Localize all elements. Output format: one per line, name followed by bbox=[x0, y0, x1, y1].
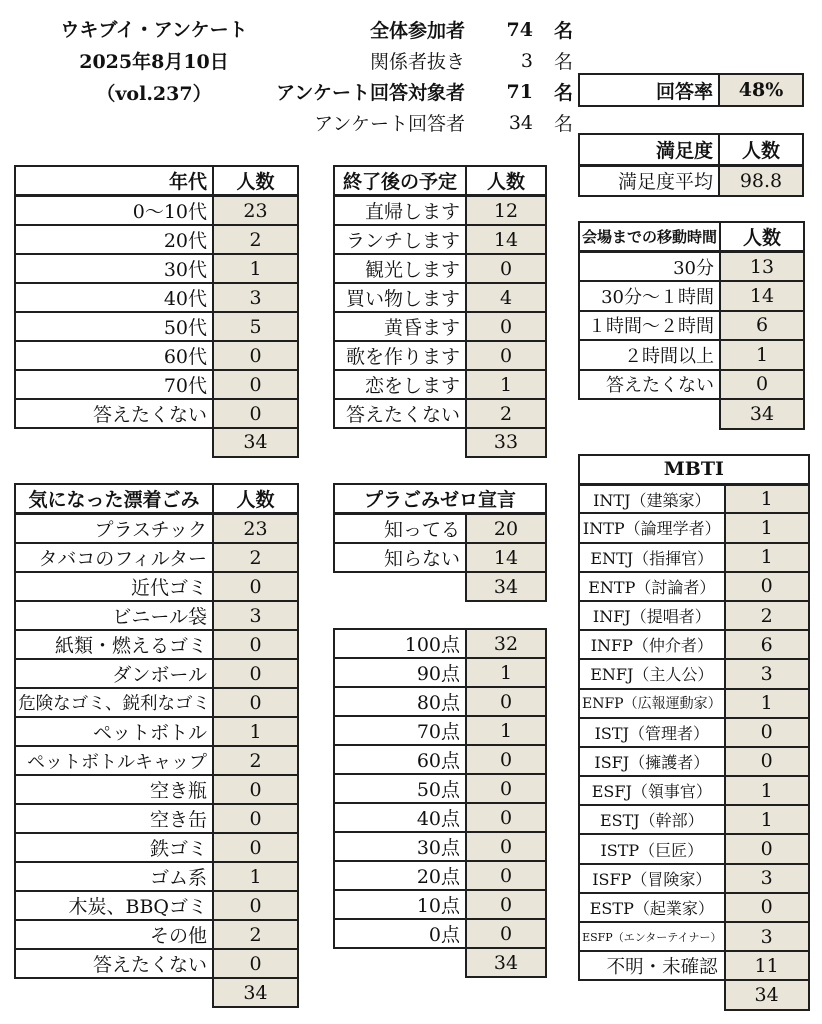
row-label: ENTP（討論者） bbox=[579, 572, 725, 601]
stat-label: アンケート回答者 bbox=[314, 113, 465, 135]
row-value: 0 bbox=[725, 834, 809, 863]
table-row bbox=[579, 689, 809, 718]
stat-row-survey-targets bbox=[250, 76, 573, 107]
row-label: 歌を作ります bbox=[334, 341, 466, 370]
row-value: 0 bbox=[725, 572, 809, 601]
row-value: 11 bbox=[725, 951, 809, 980]
row-label: 答えたくない bbox=[334, 399, 466, 428]
table-row bbox=[15, 312, 298, 341]
total-row bbox=[334, 572, 546, 601]
table-row bbox=[579, 951, 809, 980]
row-label: 直帰します bbox=[334, 196, 466, 226]
row-value: 2 bbox=[725, 601, 809, 630]
row-value: 0 bbox=[213, 949, 298, 978]
row-value: 0 bbox=[213, 891, 298, 920]
row-value: 0 bbox=[466, 687, 546, 716]
row-value: 0 bbox=[213, 804, 298, 833]
table-header-row bbox=[334, 484, 546, 514]
row-value: 0 bbox=[466, 312, 546, 341]
row-value: 1 bbox=[213, 717, 298, 746]
row-label: 危険なゴミ、鋭利なゴミ bbox=[15, 688, 213, 717]
title-block bbox=[40, 14, 268, 110]
row-label: 20代 bbox=[15, 225, 213, 254]
row-value: 0 bbox=[720, 370, 804, 400]
table-row bbox=[579, 572, 809, 601]
table-row bbox=[15, 659, 298, 688]
table-row bbox=[579, 513, 809, 542]
row-label: 0～10代 bbox=[15, 196, 213, 226]
table-row bbox=[15, 399, 298, 428]
table-row bbox=[579, 252, 804, 282]
mbti-table bbox=[578, 454, 810, 1011]
table-row bbox=[334, 543, 546, 572]
row-label: ISFJ（擁護者） bbox=[579, 747, 725, 776]
table-row bbox=[579, 747, 809, 776]
row-label: 30点 bbox=[334, 832, 466, 861]
table-row bbox=[15, 196, 298, 226]
satisfaction-table bbox=[578, 133, 804, 197]
table-header-row bbox=[579, 455, 809, 484]
table-row bbox=[334, 832, 546, 861]
stat-label: アンケート回答対象者 bbox=[276, 82, 465, 104]
total-value: 34 bbox=[466, 572, 546, 601]
row-value: 1 bbox=[466, 658, 546, 687]
stat-unit: 名 bbox=[553, 51, 573, 73]
row-value: 13 bbox=[720, 252, 804, 282]
table-row bbox=[579, 659, 809, 688]
table-row bbox=[579, 864, 809, 893]
row-value: 0 bbox=[725, 747, 809, 776]
column-header: 人数 bbox=[720, 222, 804, 252]
row-label: 不明・未確認 bbox=[579, 951, 725, 980]
table-header-row bbox=[15, 166, 298, 196]
row-label: ESFJ（領事官） bbox=[579, 776, 725, 805]
row-label: 空き瓶 bbox=[15, 775, 213, 804]
table-row bbox=[15, 804, 298, 833]
table-row bbox=[15, 920, 298, 949]
table-row bbox=[334, 399, 546, 428]
row-value: 1 bbox=[725, 805, 809, 834]
stat-label: 関係者抜き bbox=[369, 51, 465, 73]
row-label: ESTJ（幹部） bbox=[579, 805, 725, 834]
table-row bbox=[334, 861, 546, 890]
row-value: 1 bbox=[725, 513, 809, 542]
row-label: ENFJ（主人公） bbox=[579, 659, 725, 688]
response-rate-label: 回答率 bbox=[579, 74, 719, 106]
table-row bbox=[579, 630, 809, 659]
row-value: 14 bbox=[466, 543, 546, 572]
row-value: 0 bbox=[725, 718, 809, 747]
row-value: 1 bbox=[725, 543, 809, 572]
row-value: 3 bbox=[725, 864, 809, 893]
column-header: 人数 bbox=[213, 484, 298, 514]
row-label: 30代 bbox=[15, 254, 213, 283]
row-value: 4 bbox=[466, 283, 546, 312]
table-row bbox=[15, 688, 298, 717]
row-value: 0 bbox=[466, 745, 546, 774]
row-value: 14 bbox=[466, 225, 546, 254]
row-label: 黄昏ます bbox=[334, 312, 466, 341]
row-label: 満足度平均 bbox=[579, 165, 719, 196]
participant-stats bbox=[250, 14, 573, 138]
row-value: 1 bbox=[213, 862, 298, 891]
table-row bbox=[334, 312, 546, 341]
table-row bbox=[334, 919, 546, 948]
row-value: 1 bbox=[725, 689, 809, 718]
table-row bbox=[579, 370, 804, 400]
row-value: 3 bbox=[725, 922, 809, 951]
table-row bbox=[579, 922, 809, 951]
table-row bbox=[334, 687, 546, 716]
table-row bbox=[15, 283, 298, 312]
row-label: 70代 bbox=[15, 370, 213, 399]
row-value: 23 bbox=[213, 196, 298, 226]
row-value: 0 bbox=[213, 688, 298, 717]
row-label: 鉄ゴミ bbox=[15, 833, 213, 862]
row-value: 5 bbox=[213, 312, 298, 341]
row-value: 0 bbox=[213, 833, 298, 862]
total-value: 34 bbox=[213, 978, 298, 1007]
row-label: プラスチック bbox=[15, 514, 213, 544]
stat-unit: 名 bbox=[553, 113, 573, 135]
table-row bbox=[334, 658, 546, 687]
row-label: １時間～２時間 bbox=[579, 311, 720, 341]
table-row bbox=[334, 774, 546, 803]
row-value: 1 bbox=[213, 254, 298, 283]
row-label: 100点 bbox=[334, 629, 466, 658]
row-value: 12 bbox=[466, 196, 546, 226]
row-value: 14 bbox=[720, 281, 804, 311]
stat-label: 全体参加者 bbox=[369, 20, 465, 42]
row-label: 観光します bbox=[334, 254, 466, 283]
row-value: 1 bbox=[725, 484, 809, 513]
row-value: 1 bbox=[720, 340, 804, 370]
table-row bbox=[15, 601, 298, 630]
row-value: 2 bbox=[213, 920, 298, 949]
table-row bbox=[15, 370, 298, 399]
row-label: INFJ（提唱者） bbox=[579, 601, 725, 630]
row-value: 0 bbox=[725, 893, 809, 922]
row-value: 0 bbox=[466, 919, 546, 948]
row-label: 30分 bbox=[579, 252, 720, 282]
total-row bbox=[15, 428, 298, 457]
table-row bbox=[15, 543, 298, 572]
table-row bbox=[15, 862, 298, 891]
row-label: 40点 bbox=[334, 803, 466, 832]
total-row bbox=[334, 948, 546, 977]
row-label: ペットボトルキャップ bbox=[15, 746, 213, 775]
survey-date: 2025年8月10日（vol.237） bbox=[79, 51, 229, 105]
row-label: 知らない bbox=[334, 543, 466, 572]
row-label: 90点 bbox=[334, 658, 466, 687]
table-row bbox=[15, 746, 298, 775]
table-row bbox=[579, 834, 809, 863]
stat-row-total-participants bbox=[250, 14, 573, 45]
row-label: INTP（論理学者） bbox=[579, 513, 725, 542]
table-row bbox=[334, 716, 546, 745]
column-header: 人数 bbox=[719, 134, 803, 165]
row-value: 0 bbox=[466, 803, 546, 832]
table-row bbox=[334, 254, 546, 283]
row-label: ENFP（広報運動家） bbox=[579, 689, 725, 718]
table-row bbox=[579, 484, 809, 513]
stat-row-staff-excluded bbox=[250, 45, 573, 76]
row-value: 6 bbox=[725, 630, 809, 659]
stat-value: 34 bbox=[508, 111, 533, 134]
table-row bbox=[15, 514, 298, 544]
table-row bbox=[579, 601, 809, 630]
column-header: 会場までの移動時間 bbox=[579, 222, 720, 252]
row-label: INTJ（建築家） bbox=[579, 484, 725, 513]
row-value: 2 bbox=[213, 225, 298, 254]
row-label: 近代ゴミ bbox=[15, 572, 213, 601]
table-row bbox=[579, 805, 809, 834]
row-value: 0 bbox=[213, 572, 298, 601]
total-value: 34 bbox=[213, 428, 298, 457]
row-value: 0 bbox=[213, 630, 298, 659]
row-label: 空き缶 bbox=[15, 804, 213, 833]
column-header: 満足度 bbox=[579, 134, 719, 165]
table-row bbox=[579, 311, 804, 341]
table-row bbox=[334, 283, 546, 312]
row-label: 50点 bbox=[334, 774, 466, 803]
row-label: 0点 bbox=[334, 919, 466, 948]
row-value: 2 bbox=[213, 746, 298, 775]
total-row bbox=[579, 980, 809, 1009]
row-value: 2 bbox=[213, 543, 298, 572]
row-value: 98.8 bbox=[719, 165, 803, 196]
row-label: 恋をします bbox=[334, 370, 466, 399]
table-row bbox=[334, 196, 546, 226]
row-label: ISFP（冒険家） bbox=[579, 864, 725, 893]
row-value: 3 bbox=[213, 283, 298, 312]
table-row bbox=[15, 341, 298, 370]
row-value: 23 bbox=[213, 514, 298, 544]
row-label: ゴム系 bbox=[15, 862, 213, 891]
table-row bbox=[15, 833, 298, 862]
table-row bbox=[579, 165, 803, 196]
travel-time-table bbox=[578, 221, 805, 430]
table-header-row bbox=[579, 134, 803, 165]
row-label: ESTP（起業家） bbox=[579, 893, 725, 922]
table-row bbox=[579, 893, 809, 922]
table-row bbox=[334, 745, 546, 774]
table-row bbox=[334, 341, 546, 370]
zero-plastic-table bbox=[333, 483, 547, 602]
row-value: 0 bbox=[213, 775, 298, 804]
total-value: 34 bbox=[720, 399, 804, 429]
total-row bbox=[579, 399, 804, 429]
beach-litter-table bbox=[14, 483, 299, 1008]
table-row bbox=[15, 949, 298, 978]
stat-value: 71 bbox=[506, 80, 533, 103]
stat-unit: 名 bbox=[553, 82, 573, 104]
table-row bbox=[334, 803, 546, 832]
row-label: 買い物します bbox=[334, 283, 466, 312]
row-label: ビニール袋 bbox=[15, 601, 213, 630]
row-label: ペットボトル bbox=[15, 717, 213, 746]
score-table bbox=[333, 628, 547, 978]
row-label: 知ってる bbox=[334, 514, 466, 544]
row-label: ランチします bbox=[334, 225, 466, 254]
row-value: 0 bbox=[466, 254, 546, 283]
age-table bbox=[14, 165, 299, 458]
table-row bbox=[15, 630, 298, 659]
table-row bbox=[579, 340, 804, 370]
row-label: 30分～１時間 bbox=[579, 281, 720, 311]
row-value: 0 bbox=[213, 341, 298, 370]
row-value: 0 bbox=[466, 861, 546, 890]
row-label: タバコのフィルター bbox=[15, 543, 213, 572]
column-header: 人数 bbox=[213, 166, 298, 196]
row-label: 60点 bbox=[334, 745, 466, 774]
row-label: ISTJ（管理者） bbox=[579, 718, 725, 747]
row-value: 1 bbox=[725, 776, 809, 805]
total-value: 34 bbox=[466, 948, 546, 977]
response-rate-value: 48% bbox=[719, 74, 803, 106]
row-label: ISTP（巨匠） bbox=[579, 834, 725, 863]
table-title: MBTI bbox=[579, 455, 809, 484]
row-label: ２時間以上 bbox=[579, 340, 720, 370]
row-label: 答えたくない bbox=[15, 949, 213, 978]
row-label: ダンボール bbox=[15, 659, 213, 688]
total-value: 34 bbox=[725, 980, 809, 1009]
row-value: 1 bbox=[466, 716, 546, 745]
row-value: 3 bbox=[213, 601, 298, 630]
row-label: INFP（仲介者） bbox=[579, 630, 725, 659]
row-label: ENTJ（指揮官） bbox=[579, 543, 725, 572]
total-row bbox=[334, 428, 546, 457]
table-row bbox=[15, 572, 298, 601]
table-row bbox=[334, 629, 546, 658]
row-label: 答えたくない bbox=[579, 370, 720, 400]
survey-title: ウキブイ・アンケート bbox=[60, 19, 248, 41]
table-row bbox=[15, 254, 298, 283]
row-label: ESFP（エンターテイナー） bbox=[579, 922, 725, 951]
stat-value: 74 bbox=[506, 18, 533, 41]
row-value: 0 bbox=[213, 370, 298, 399]
table-row bbox=[15, 717, 298, 746]
row-value: 1 bbox=[466, 370, 546, 399]
after-plans-table bbox=[333, 165, 547, 458]
table-row bbox=[334, 514, 546, 544]
row-value: 2 bbox=[466, 399, 546, 428]
total-value: 33 bbox=[466, 428, 546, 457]
total-row bbox=[15, 978, 298, 1007]
row-label: その他 bbox=[15, 920, 213, 949]
stat-row-survey-respondents bbox=[250, 107, 573, 138]
row-value: 3 bbox=[725, 659, 809, 688]
stat-value: 3 bbox=[520, 49, 533, 72]
table-header-row bbox=[579, 222, 804, 252]
column-header: 人数 bbox=[466, 166, 546, 196]
row-label: 紙類・燃えるゴミ bbox=[15, 630, 213, 659]
table-row bbox=[579, 718, 809, 747]
row-label: 70点 bbox=[334, 716, 466, 745]
table-row bbox=[334, 225, 546, 254]
table-row bbox=[15, 225, 298, 254]
row-value: 20 bbox=[466, 514, 546, 544]
row-label: 木炭、BBQゴミ bbox=[15, 891, 213, 920]
column-header: 気になった漂着ごみ bbox=[15, 484, 213, 514]
row-label: 答えたくない bbox=[15, 399, 213, 428]
table-header-row bbox=[334, 166, 546, 196]
row-value: 0 bbox=[213, 399, 298, 428]
table-row bbox=[334, 370, 546, 399]
row-value: 6 bbox=[720, 311, 804, 341]
row-label: 50代 bbox=[15, 312, 213, 341]
table-header-row bbox=[15, 484, 298, 514]
row-value: 0 bbox=[466, 890, 546, 919]
table-row bbox=[579, 74, 803, 106]
row-label: 60代 bbox=[15, 341, 213, 370]
stat-unit: 名 bbox=[553, 20, 573, 42]
table-row bbox=[15, 891, 298, 920]
row-value: 0 bbox=[466, 341, 546, 370]
table-title: プラごみゼロ宣言 bbox=[334, 484, 546, 514]
table-row bbox=[579, 543, 809, 572]
column-header: 終了後の予定 bbox=[334, 166, 466, 196]
table-row bbox=[579, 281, 804, 311]
table-row bbox=[579, 776, 809, 805]
column-header: 年代 bbox=[15, 166, 213, 196]
row-value: 32 bbox=[466, 629, 546, 658]
row-value: 0 bbox=[466, 832, 546, 861]
row-label: 40代 bbox=[15, 283, 213, 312]
row-label: 80点 bbox=[334, 687, 466, 716]
row-label: 20点 bbox=[334, 861, 466, 890]
row-label: 10点 bbox=[334, 890, 466, 919]
table-row bbox=[15, 775, 298, 804]
response-rate-table bbox=[578, 73, 804, 107]
table-row bbox=[334, 890, 546, 919]
row-value: 0 bbox=[466, 774, 546, 803]
row-value: 0 bbox=[213, 659, 298, 688]
